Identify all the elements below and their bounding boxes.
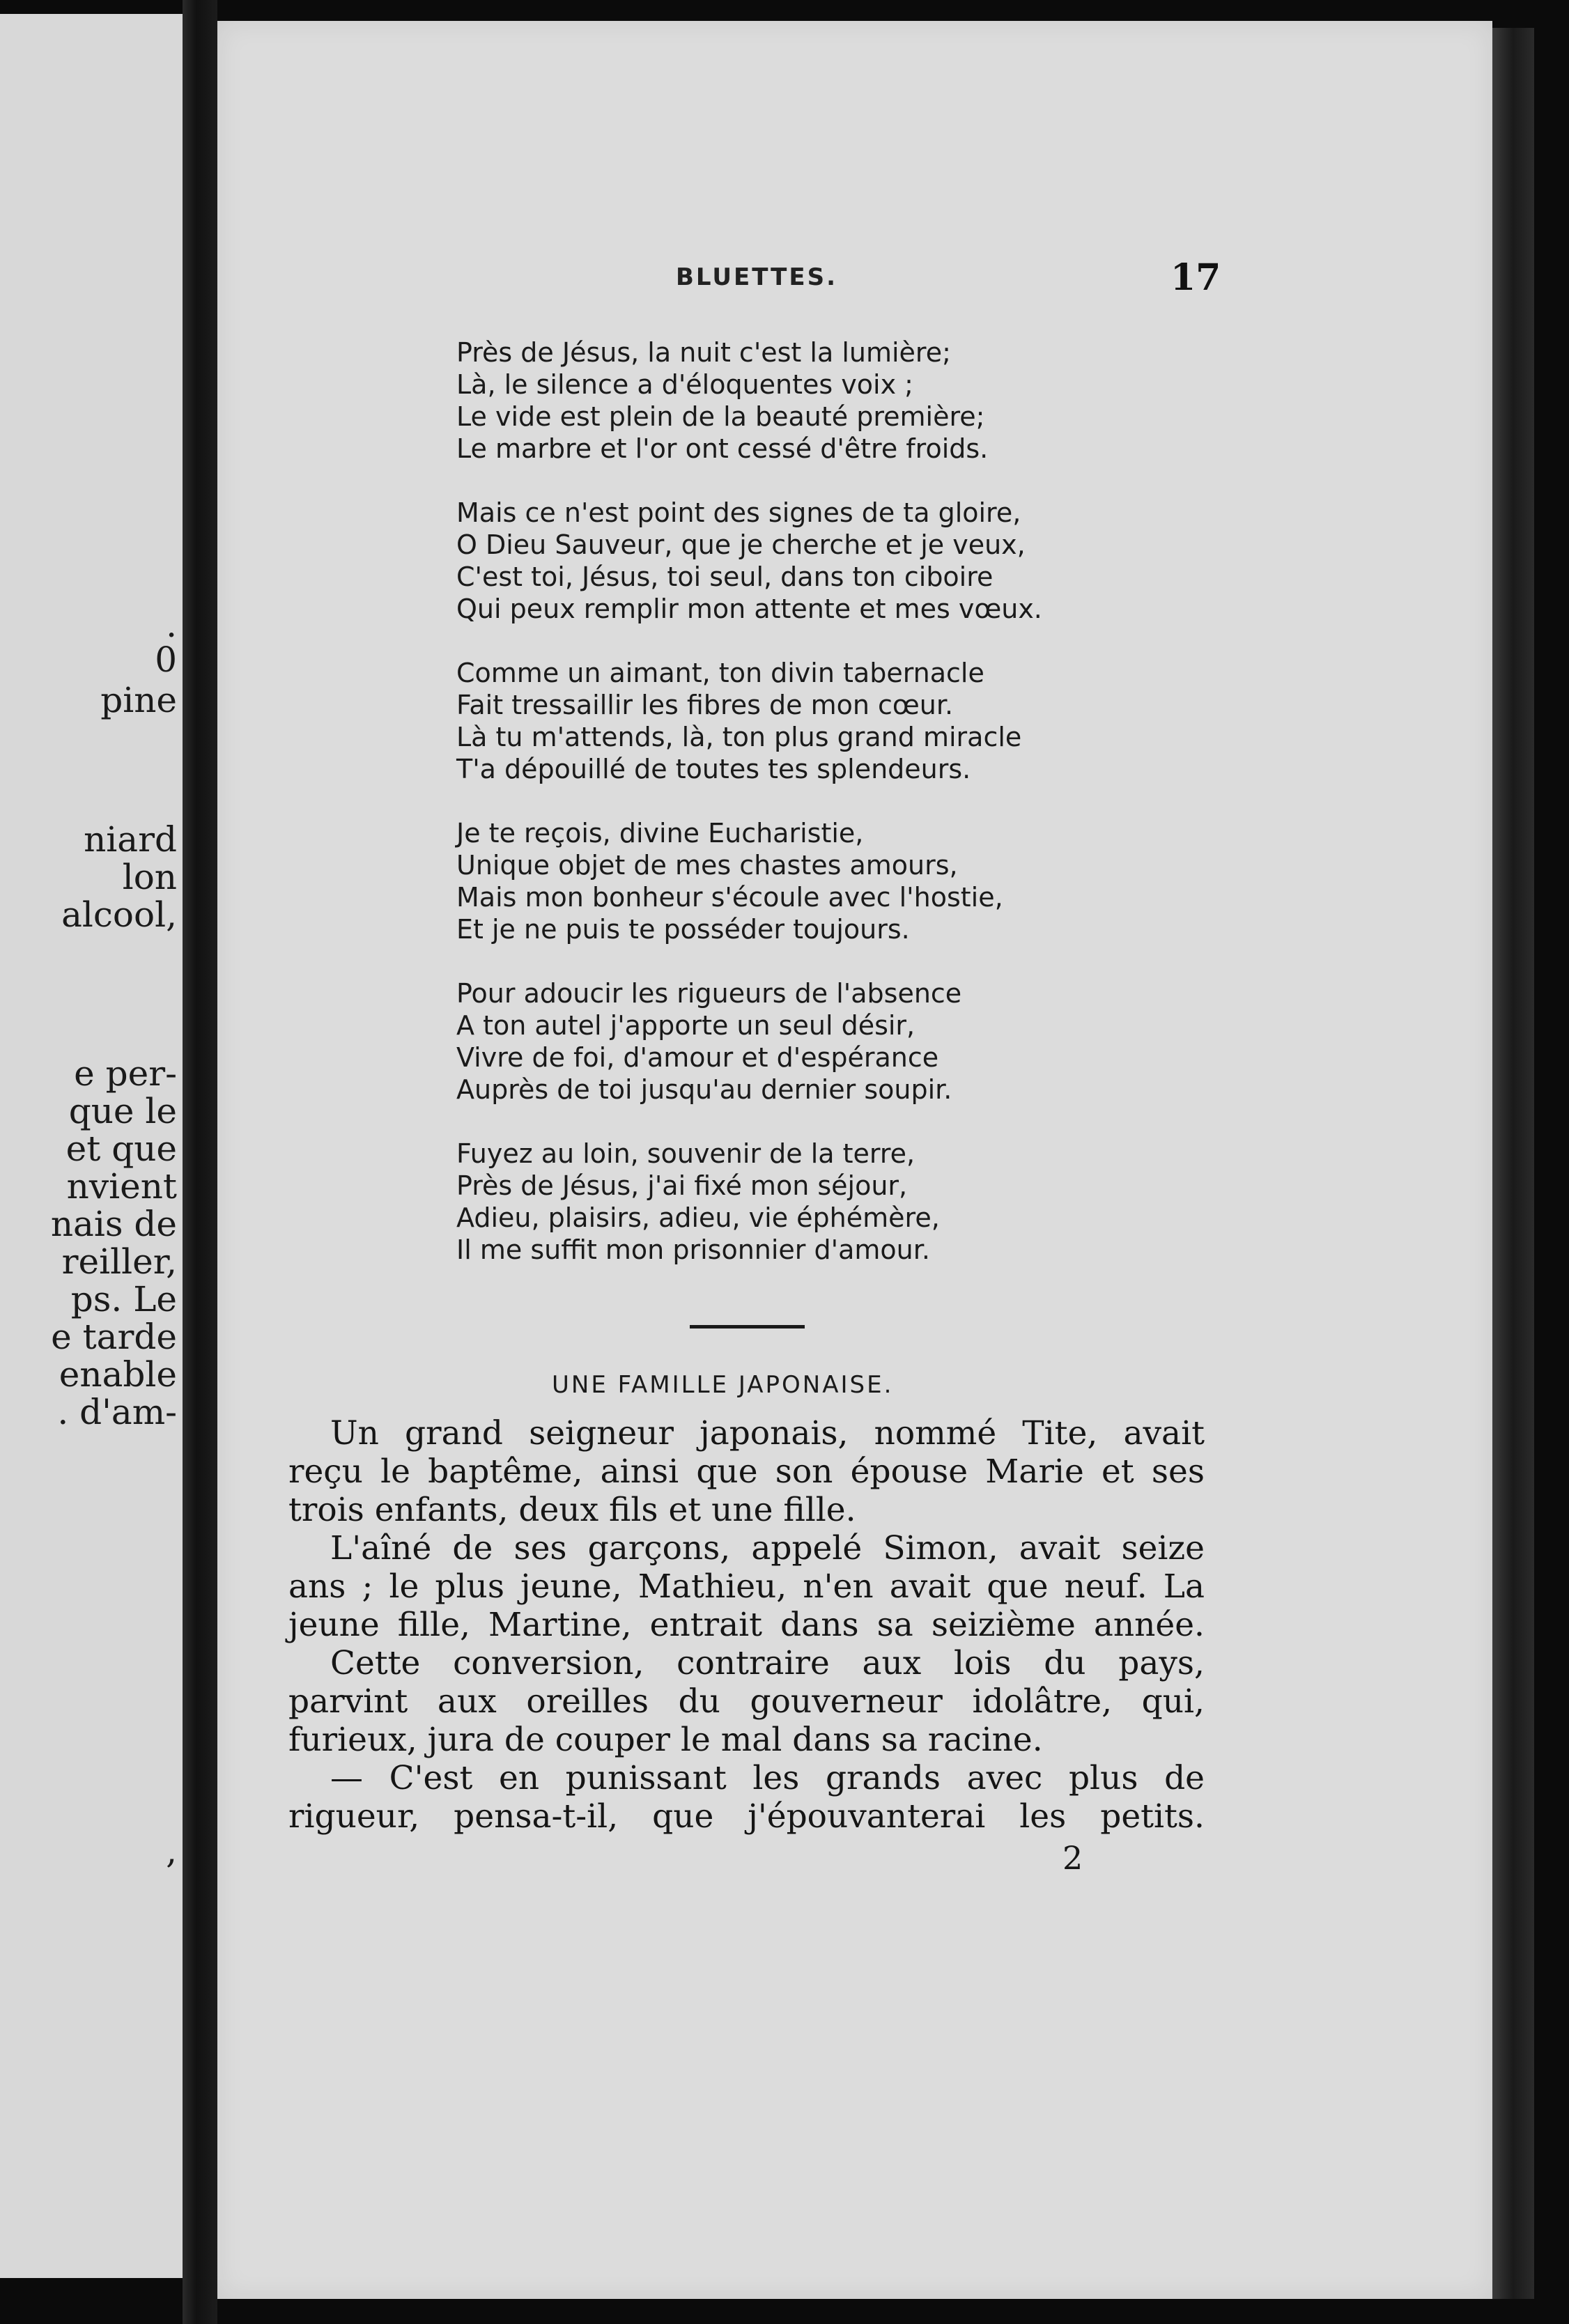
section-title: UNE FAMILLE JAPONAISE.	[552, 1371, 894, 1399]
left-fragment-line: enable	[59, 1354, 177, 1395]
body-line: Cette conversion, contraire aux lois du pays,	[330, 1644, 1205, 1682]
poem-verse: Je te reçois, divine Eucharistie,	[456, 818, 864, 849]
poem-verse: Fuyez au loin, souvenir de la terre,	[456, 1138, 915, 1169]
poem	[456, 336, 1042, 1298]
poem-verse: Près de Jésus, j'ai fixé mon séjour,	[456, 1170, 908, 1201]
body-line: rigueur, pensa-t-il, que j'épouvanterai les petits.	[288, 1797, 1205, 1836]
poem-verse: Il me suffit mon prisonnier d'amour.	[456, 1234, 930, 1265]
poem-verse: O Dieu Sauveur, que je cherche et je veux,	[456, 529, 1026, 560]
poem-verse: Unique objet de mes chastes amours,	[456, 850, 958, 881]
left-fragment-line: 0	[155, 640, 177, 680]
body-line: reçu le baptême, ainsi que son épouse Marie et ses	[288, 1452, 1205, 1491]
poem-verse: Là tu m'attends, là, ton plus grand miracle	[456, 722, 1022, 752]
poem-verse: A ton autel j'apporte un seul désir,	[456, 1010, 915, 1041]
left-fragment-line: et que	[65, 1129, 177, 1169]
book-binding-gutter	[183, 0, 217, 2324]
poem-verse: T'a dépouillé de toutes tes splendeurs.	[456, 754, 971, 784]
poem-verse: Près de Jésus, la nuit c'est la lumière;	[456, 337, 951, 368]
body-line: — C'est en punissant les grands avec plus de	[330, 1759, 1205, 1797]
running-head: BLUETTES.	[676, 263, 837, 291]
poem-verse: Et je ne puis te posséder toujours.	[456, 914, 910, 945]
body-line: ans ; le plus jeune, Mathieu, n'en avait que neuf. La	[288, 1567, 1205, 1606]
left-fragment-line: e per-	[74, 1053, 177, 1094]
body-line: Un grand seigneur japonais, nommé Tite, avait	[330, 1414, 1205, 1452]
poem-stanza	[456, 336, 1042, 465]
poem-stanza	[456, 817, 1042, 945]
left-fragment-line: niard	[84, 819, 177, 860]
page-number: 17	[1170, 256, 1221, 299]
left-fragment-line: . d'am-	[57, 1392, 177, 1432]
poem-verse: Adieu, plaisirs, adieu, vie éphémère,	[456, 1202, 940, 1233]
poem-verse: Vivre de foi, d'amour et d'espérance	[456, 1042, 939, 1073]
left-fragment-line: ,	[166, 1831, 177, 1871]
left-fragment-line: nais de	[50, 1204, 177, 1244]
body-line: parvint aux oreilles du gouverneur idolâtre, qui,	[288, 1682, 1205, 1721]
left-fragment-line: nvient	[66, 1166, 177, 1207]
body-line: L'aîné de ses garçons, appelé Simon, avait seize	[330, 1529, 1205, 1567]
left-fragment-line: pine	[100, 680, 177, 720]
previous-page-fragment	[0, 14, 183, 2278]
section-separator-rule	[690, 1325, 805, 1328]
section-body	[288, 1414, 1205, 1836]
poem-stanza	[456, 977, 1042, 1106]
poem-verse: Le marbre et l'or ont cessé d'être froids.	[456, 433, 989, 464]
poem-verse: Qui peux remplir mon attente et mes vœux.	[456, 594, 1042, 624]
poem-verse: Auprès de toi jusqu'au dernier soupir.	[456, 1074, 952, 1105]
left-fragment-line: e tarde	[51, 1317, 177, 1357]
poem-stanza	[456, 497, 1042, 625]
poem-verse: Mais ce n'est point des signes de ta gloire,	[456, 497, 1021, 528]
poem-verse: Le vide est plein de la beauté première;	[456, 401, 985, 432]
poem-verse: Là, le silence a d'éloquentes voix ;	[456, 369, 913, 400]
poem-verse: Mais mon bonheur s'écoule avec l'hostie,	[456, 882, 1003, 913]
left-fragment-line: lon	[122, 857, 177, 897]
left-fragment-line: reiller,	[61, 1241, 177, 1282]
left-fragment-line: ps. Le	[70, 1279, 177, 1319]
poem-verse: C'est toi, Jésus, toi seul, dans ton ciboire	[456, 561, 994, 592]
body-line: furieux, jura de couper le mal dans sa racine.	[288, 1721, 1043, 1759]
poem-verse: Comme un aimant, ton divin tabernacle	[456, 658, 984, 688]
page-edge	[1492, 28, 1534, 2299]
poem-stanza	[456, 1138, 1042, 1266]
signature-mark: 2	[1062, 1839, 1083, 1877]
body-line: jeune fille, Martine, entrait dans sa seizième année.	[288, 1606, 1205, 1644]
body-line: trois enfants, deux fils et une fille.	[288, 1491, 856, 1529]
poem-verse: Pour adoucir les rigueurs de l'absence	[456, 978, 962, 1009]
poem-verse: Fait tressaillir les fibres de mon cœur.	[456, 690, 954, 720]
poem-stanza	[456, 657, 1042, 785]
left-fragment-line: alcool,	[61, 894, 177, 935]
left-fragment-line: .	[166, 605, 177, 645]
left-fragment-line: que le	[68, 1091, 177, 1131]
